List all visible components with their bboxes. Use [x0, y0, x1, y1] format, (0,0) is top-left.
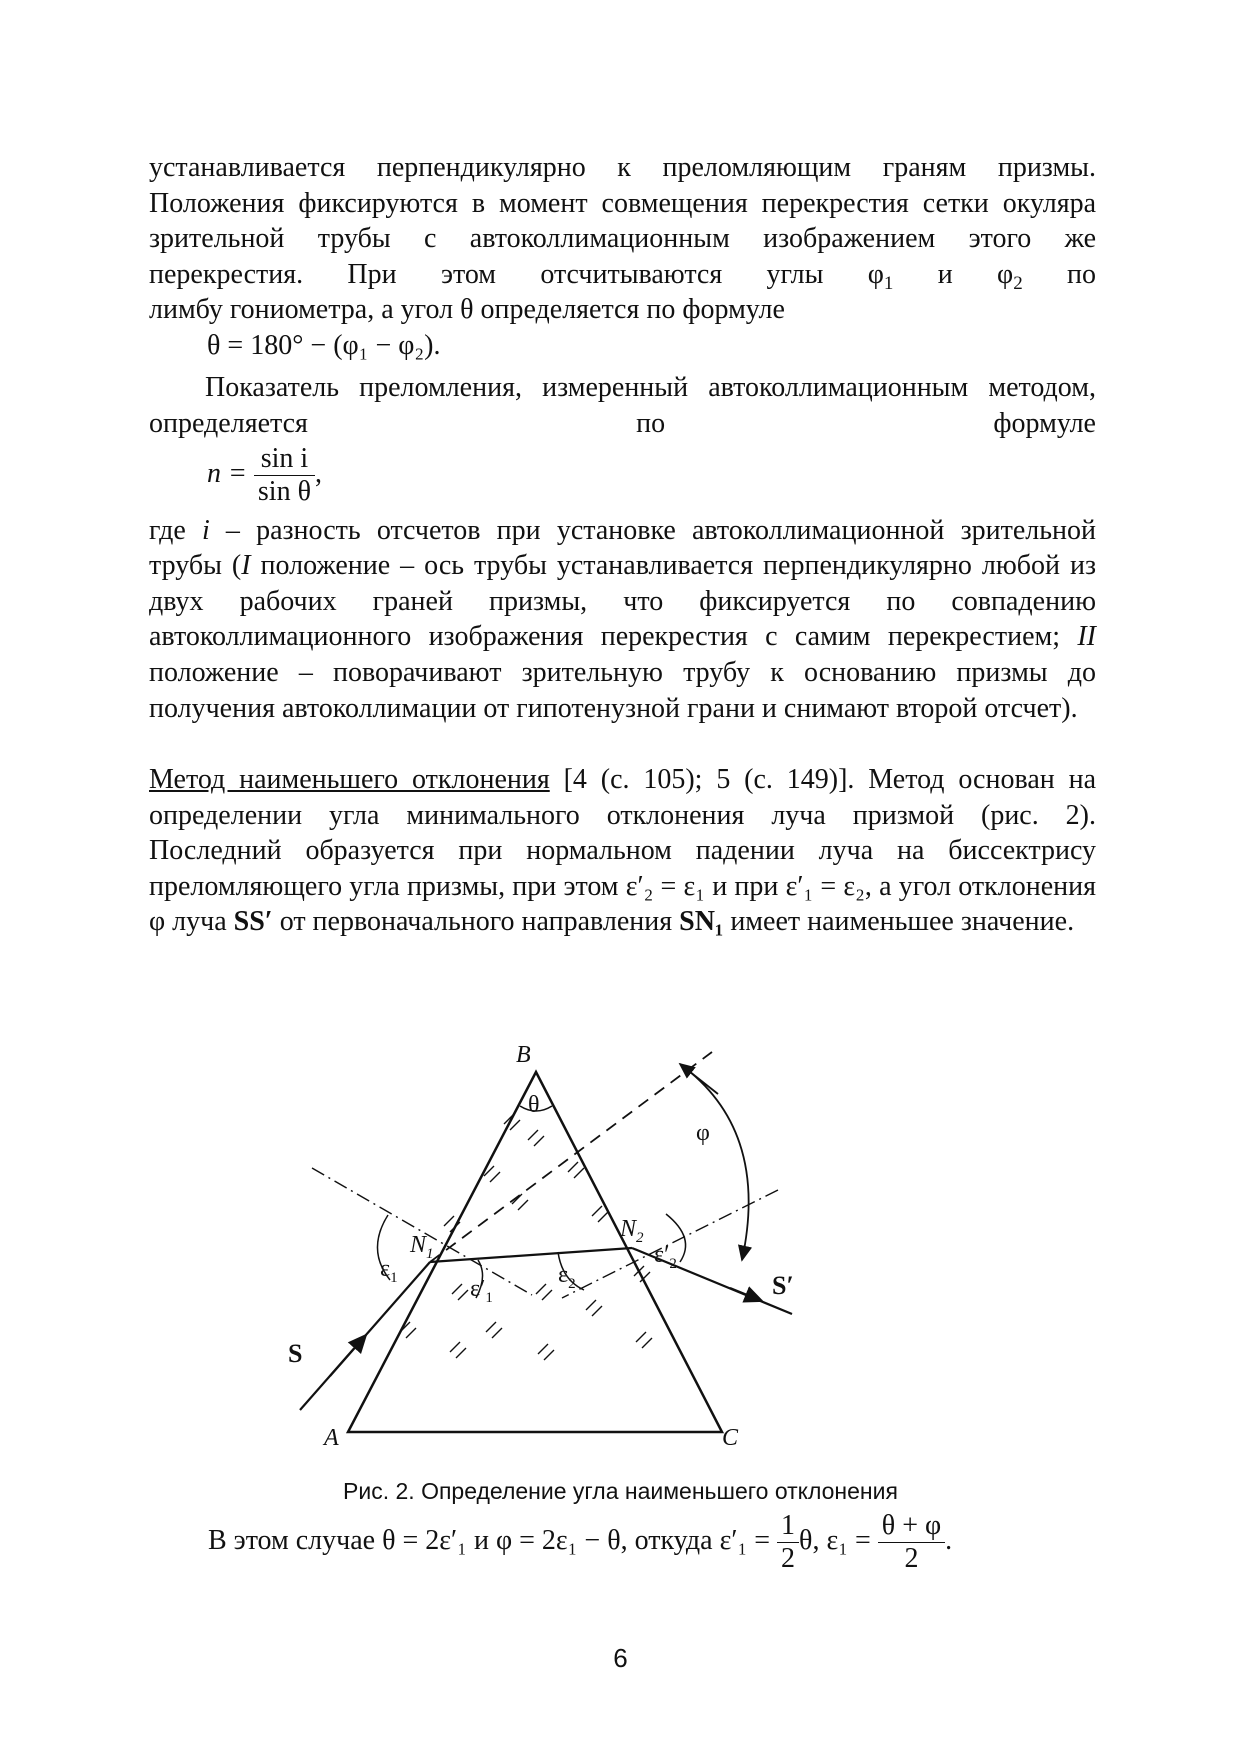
label-eps2: $\varepsilon_2$	[558, 1262, 576, 1292]
page-number: 6	[613, 1643, 628, 1673]
formula-n-lhs: n =	[207, 458, 247, 490]
p3-b: положение – ось трубы устанавливается перпендикулярно любой из двух рабочих граней призмы, что фиксируется по совпадению автоколлимационного изображения перекрестия с самим перекрестием;	[149, 550, 1097, 653]
final-eq3-lhs: ε′₁ =	[719, 1525, 771, 1557]
theta-symbol: θ	[460, 294, 474, 326]
label-a: A	[324, 1425, 339, 1451]
condition-1: ε′₂ = ε₁	[625, 870, 706, 902]
condition-and: и при	[712, 870, 779, 902]
label-sp: S′	[772, 1271, 794, 1300]
final-eq3-tail: θ,	[799, 1525, 820, 1557]
ray-ss: SS′	[233, 906, 273, 938]
label-n2: $N_2$	[620, 1216, 644, 1246]
final-eq3-num: 1	[777, 1510, 799, 1543]
final-formula-line	[208, 1510, 952, 1575]
final-a: В этом случае	[208, 1525, 376, 1557]
section-ref: [4 (с. 105); 5 (с. 149)]. Метод основан на определении угла минимального отклонения луча призмой (рис. 2). Последний образуется при нормальном падении луча на биссектрису преломляющего угла призмы, при этом	[149, 764, 1096, 902]
label-b: B	[516, 1042, 531, 1068]
final-eq3-den: 2	[781, 1543, 796, 1575]
label-n1: $N_1$	[410, 1232, 434, 1262]
section-c: от первоначального направления	[279, 906, 673, 938]
p3-I: I	[241, 550, 251, 582]
section-b: , а угол отклонения φ луча	[149, 870, 1096, 938]
p3-start: где	[149, 514, 186, 546]
paragraph-1-end	[149, 292, 1096, 328]
label-c: C	[722, 1425, 739, 1451]
paragraph-1-text: устанавливается перпендикулярно к преломляющим граням призмы. Положения фиксируются в момент совмещения перекрестия сетки окуляра зрительной трубы с автоколлимационным изображением этого же перекрестия. При этом отсчитываются углы	[149, 152, 1096, 290]
section-d: имеет наименьшее значение.	[730, 906, 1075, 938]
final-eq2: φ = 2ε₁ − θ, откуда	[495, 1525, 713, 1557]
final-eq3-fraction	[777, 1510, 799, 1575]
formula-n-denominator: sin θ	[257, 476, 311, 508]
phi-2: φ	[997, 258, 1014, 290]
condition-2: ε′₁ = ε₂	[785, 870, 865, 902]
final-eq4-den: 2	[904, 1543, 919, 1575]
formula-n	[149, 443, 1096, 508]
label-eps1: $\varepsilon_1$	[380, 1256, 398, 1286]
final-eq4-fraction	[878, 1510, 945, 1575]
p3-c: положение – поворачивают зрительную трубу к основанию призмы до получения автоколлимации от гипотенузной грани и снимают второй отсчет).	[149, 656, 1096, 724]
glass-hatching	[400, 1114, 652, 1360]
paragraph-2	[149, 370, 1096, 441]
p3-a: – разность отсчетов при установке автоколлимационной зрительной трубы (	[149, 514, 1096, 582]
figure-caption: Рис. 2. Определение угла наименьшего отклонения	[343, 1478, 898, 1504]
label-eps2p: $\varepsilon'_2$	[654, 1242, 677, 1272]
dashed-extension	[430, 1052, 712, 1262]
phi-1: φ	[867, 258, 884, 290]
label-theta: θ	[528, 1092, 540, 1118]
paragraph-1-end-a: лимбу гониометра, а угол	[149, 294, 454, 326]
paragraph-1-end-b: определяется по формуле	[480, 294, 785, 326]
label-eps1p: $\varepsilon'_1$	[470, 1276, 493, 1306]
label-s: S	[288, 1339, 303, 1368]
paragraph-3	[149, 513, 1096, 727]
p3-II: II	[1077, 621, 1096, 653]
section-title: Метод наименьшего отклонения	[149, 764, 550, 796]
page-body	[149, 150, 1096, 940]
phi-arc	[680, 1064, 749, 1260]
p3-i: i	[201, 514, 210, 546]
incident-arrow	[330, 1335, 366, 1376]
paragraph-4	[149, 762, 1096, 940]
final-eq4-lhs: ε₁ =	[826, 1525, 871, 1557]
formula-n-numerator: sin i	[254, 443, 315, 476]
label-phi: φ	[696, 1120, 710, 1146]
formula-theta: θ = 180° − (φ₁ − φ₂).	[207, 329, 441, 361]
ray-sn1: SN₁	[679, 906, 724, 938]
prism-figure	[288, 1040, 940, 1470]
final-and: и	[473, 1525, 489, 1557]
final-eq1: θ = 2ε′₁	[382, 1525, 467, 1557]
emergent-arrow	[730, 1288, 762, 1301]
formula-n-fraction	[254, 443, 315, 508]
by-word: по	[1067, 258, 1097, 290]
final-eq4-num: θ + φ	[878, 1510, 945, 1543]
formula-n-tail: ,	[315, 458, 322, 490]
refracted-ray	[430, 1248, 632, 1262]
paragraph-1: устанавливается перпендикулярно к преломляющим граням призмы. Положения фиксируются в момент совмещения перекрестия сетки окуляра зрительной трубы с автоколлимационным изображением этого же перекрестия. При этом отсчитываются углы $\varphi_1$ и $\varphi_2$ по	[149, 152, 1097, 294]
final-eq4-tail: .	[945, 1525, 953, 1557]
paragraph-2-text: Показатель преломления, измеренный автоколлимационным методом, определяется по формуле	[149, 371, 1096, 439]
and-word: и	[937, 258, 953, 290]
